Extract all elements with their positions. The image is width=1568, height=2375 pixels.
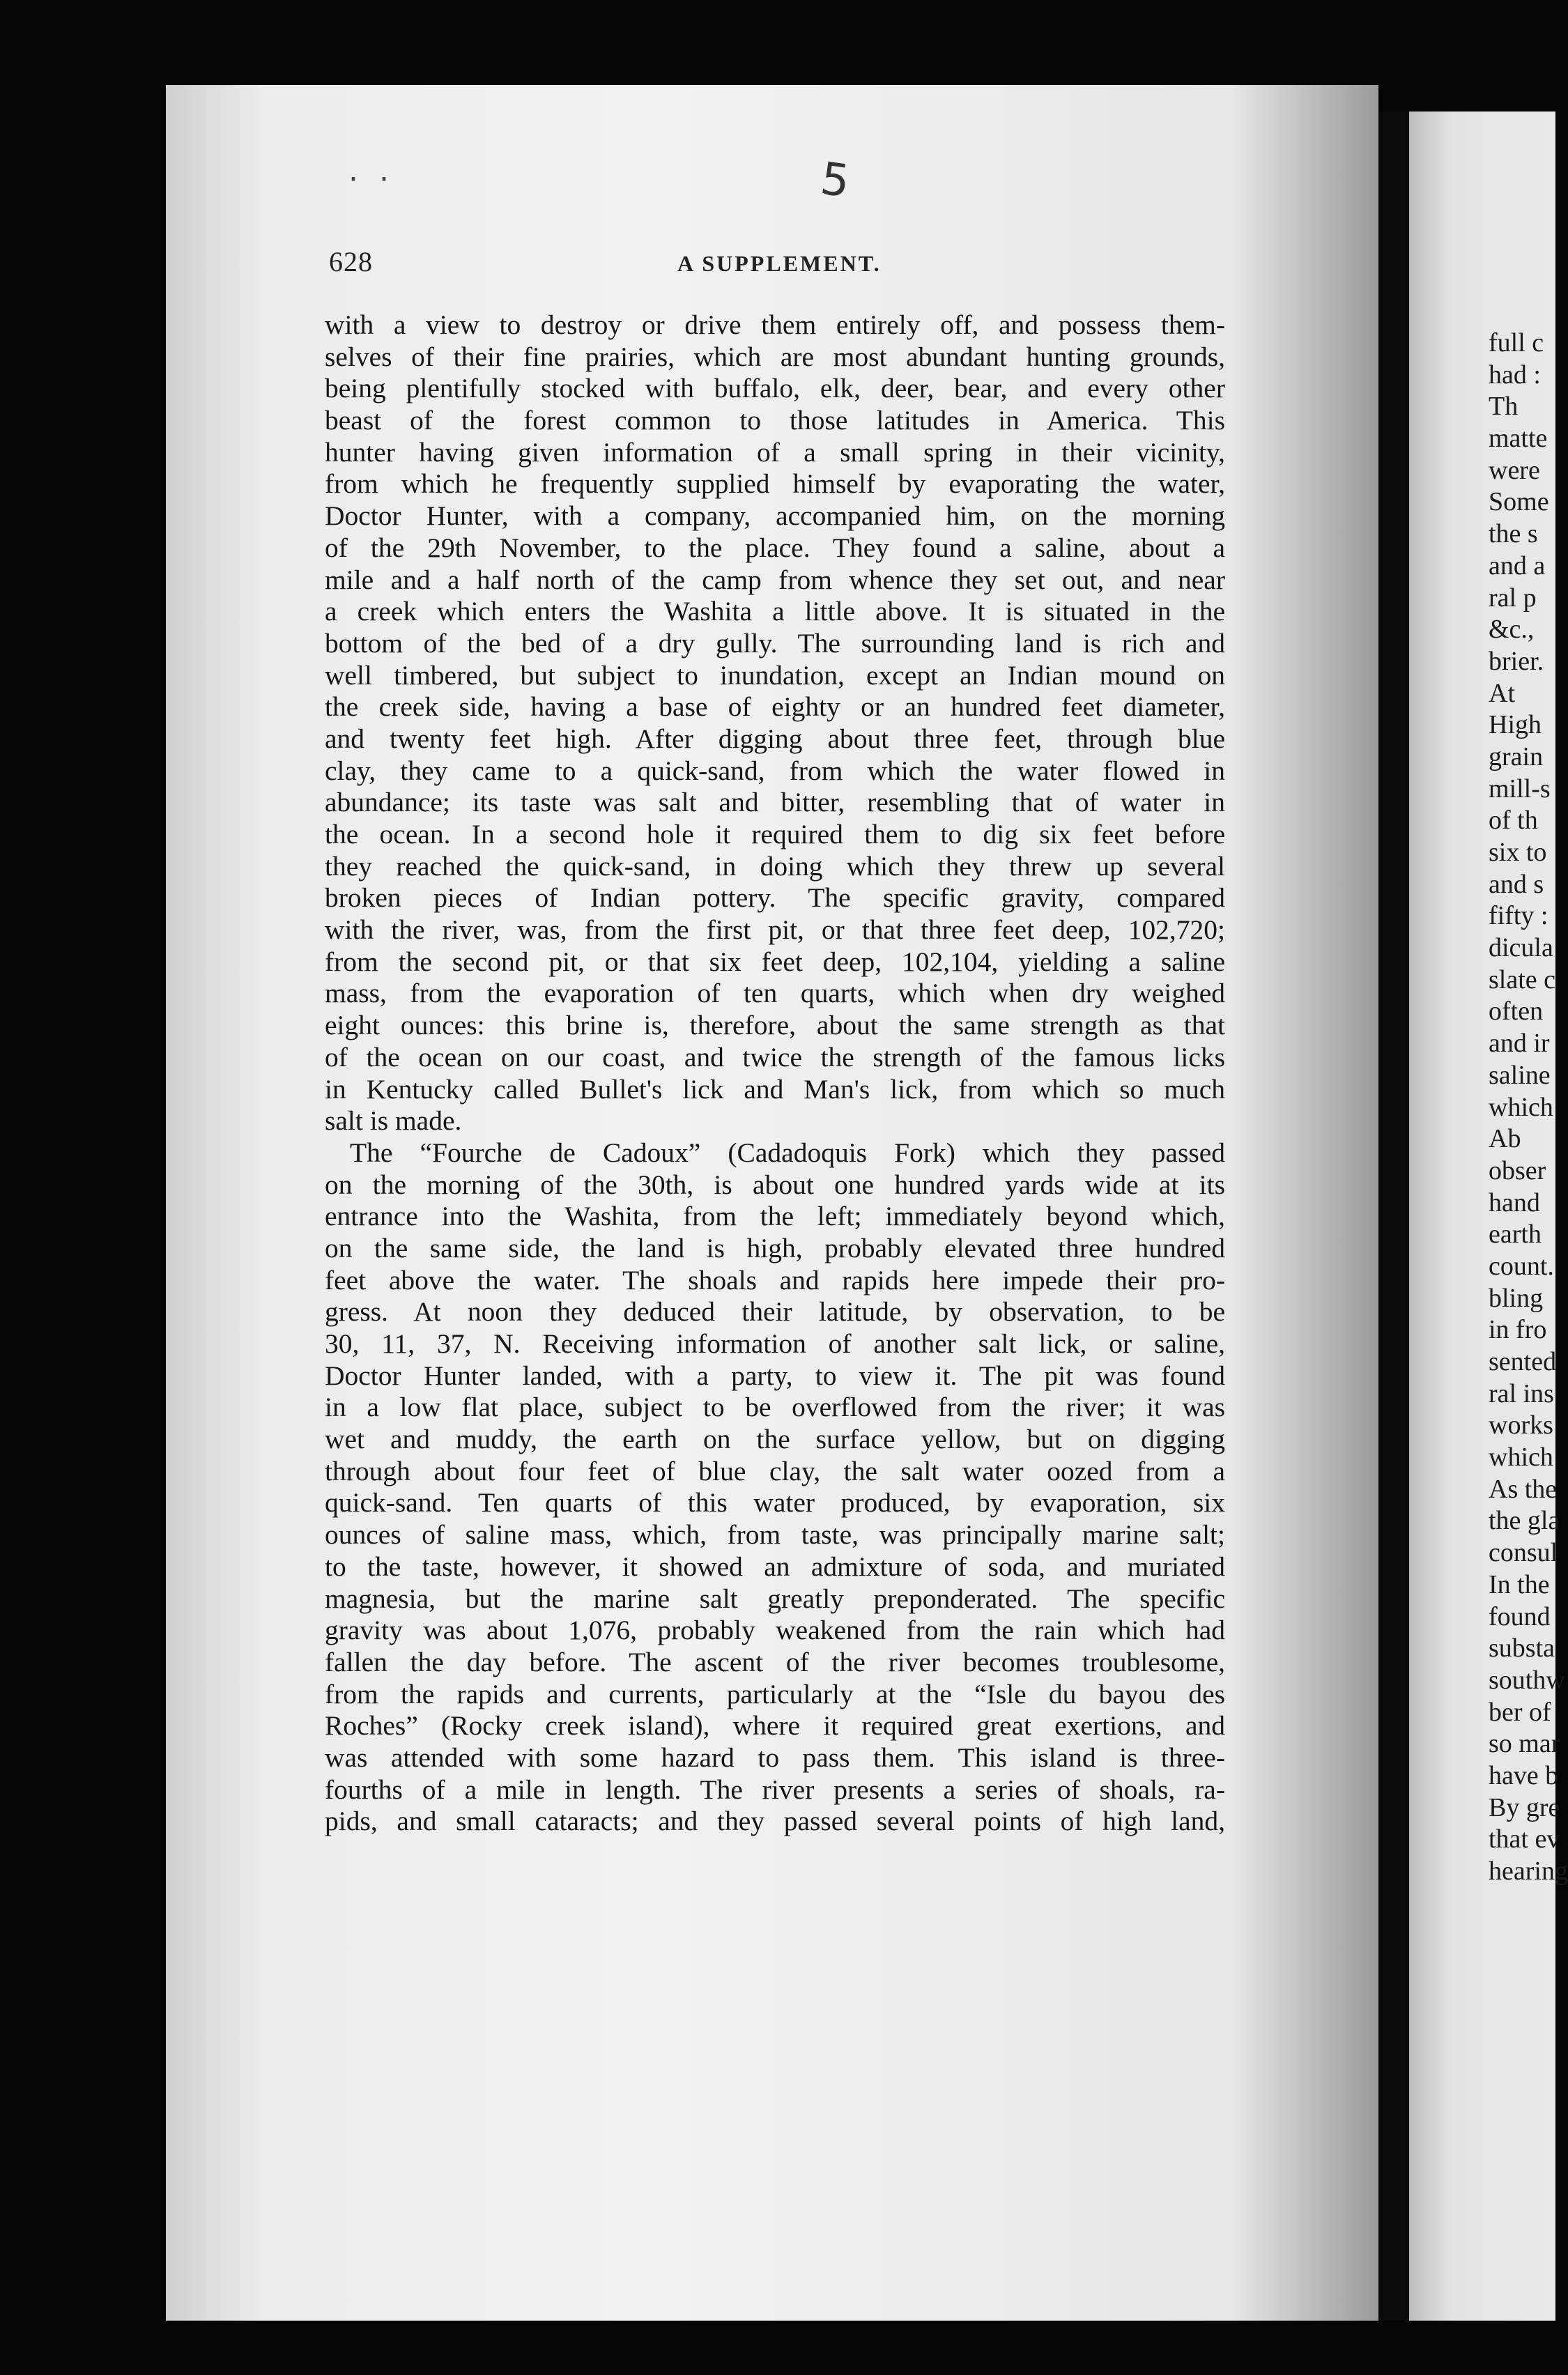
text-line: with the river, was, from the first pit, or that three feet deep, 102,720;: [325, 914, 1225, 946]
facing-page-line: slate c: [1489, 964, 1556, 994]
running-head: A SUPPLEMENT.: [677, 251, 882, 276]
facing-page-line: which: [1489, 1092, 1553, 1122]
facing-page-line: brier.: [1489, 646, 1544, 676]
text-line: was attended with some hazard to pass them. This island is three-: [325, 1742, 1225, 1773]
facing-page-line: matte: [1489, 424, 1548, 454]
facing-page-line: that ev: [1489, 1824, 1560, 1854]
facing-page-line: full c: [1489, 328, 1544, 358]
ink-specks: · ·: [348, 162, 394, 197]
text-line: The “Fourche de Cadoux” (Cadadoquis Fork) which they passed: [350, 1137, 1225, 1168]
facing-page-line: and a: [1489, 551, 1546, 581]
main-text-column: [325, 309, 1225, 1838]
text-line: hunter having given information of a small spring in their vicinity,: [325, 436, 1225, 468]
text-line: entrance into the Washita, from the left; immediately beyond which,: [325, 1201, 1225, 1232]
text-line: to the taste, however, it showed an admixture of soda, and muriated: [325, 1551, 1225, 1582]
facing-page-line: ral ins: [1489, 1378, 1554, 1408]
text-line: selves of their fine prairies, which are most abundant hunting grounds,: [325, 341, 1225, 372]
facing-page-line: ber of: [1489, 1697, 1551, 1727]
facing-page-line: and ir: [1489, 1029, 1550, 1059]
text-line: in Kentucky called Bullet's lick and Man's lick, from which so much: [325, 1073, 1225, 1105]
text-line: the ocean. In a second hole it required them to dig six feet before: [325, 819, 1225, 850]
text-line: through about four feet of blue clay, the salt water oozed from a: [325, 1455, 1225, 1486]
text-line: Doctor Hunter landed, with a party, to view it. The pit was found: [325, 1360, 1225, 1391]
text-line: magnesia, but the marine salt greatly preponderated. The specific: [325, 1583, 1225, 1614]
text-line: clay, they came to a quick-sand, from which the water flowed in: [325, 755, 1225, 786]
facing-page-line: As the: [1489, 1474, 1558, 1504]
text-line: Doctor Hunter, with a company, accompanied him, on the morning: [325, 500, 1225, 532]
facing-page-line: which: [1489, 1443, 1553, 1473]
facing-page-line: count.: [1489, 1251, 1554, 1281]
facing-page-line: ral p: [1489, 583, 1537, 613]
facing-page-line: saline: [1489, 1060, 1551, 1090]
facing-page-text: [1489, 328, 1568, 1888]
facing-page-line: of th: [1489, 806, 1538, 836]
page-number: 628: [329, 246, 373, 277]
text-line: fallen the day before. The ascent of the river becomes troublesome,: [325, 1646, 1225, 1677]
facing-page-line: grain: [1489, 741, 1544, 771]
text-line: pids, and small cataracts; and they passed several points of high land,: [325, 1806, 1225, 1837]
facing-page-line: Ab: [1489, 1124, 1521, 1154]
text-line: gravity was about 1,076, probably weakened from the rain which had: [325, 1615, 1225, 1646]
text-line: from the second pit, or that six feet deep, 102,104, yielding a saline: [325, 946, 1225, 977]
facing-page-line: the s: [1489, 519, 1538, 549]
text-line: gress. At noon they deduced their latitude, by observation, to be: [325, 1296, 1225, 1328]
facing-page-line: found: [1489, 1601, 1551, 1631]
facing-page-line: six to: [1489, 838, 1547, 867]
text-line: beast of the forest common to those latitudes in America. This: [325, 405, 1225, 436]
text-line: on the same side, the land is high, probably elevated three hundred: [325, 1232, 1225, 1263]
text-line: wet and muddy, the earth on the surface yellow, but on digging: [325, 1424, 1225, 1455]
facing-page-line: bling: [1489, 1283, 1544, 1313]
text-line: broken pieces of Indian pottery. The specific gravity, compared: [325, 882, 1225, 914]
facing-page-line: works: [1489, 1411, 1553, 1440]
facing-page-line: mill-s: [1489, 774, 1551, 804]
facing-page-line: sented: [1489, 1347, 1557, 1376]
text-line: the creek side, having a base of eighty or an hundred feet diameter,: [325, 691, 1225, 723]
facing-page-line: the gla: [1489, 1506, 1560, 1536]
facing-page-line: in fro: [1489, 1315, 1547, 1345]
facing-page-line: consul: [1489, 1538, 1558, 1568]
facing-page-line: &c.,: [1489, 615, 1535, 645]
text-line: ounces of saline mass, which, from taste, was principally marine salt;: [325, 1519, 1225, 1551]
text-line: feet above the water. The shoals and rapids here impede their pro-: [325, 1264, 1225, 1296]
text-line: and twenty feet high. After digging about three feet, through blue: [325, 723, 1225, 754]
text-line: from the rapids and currents, particularly at the “Isle du bayou des: [325, 1678, 1225, 1709]
facing-page-line: Th: [1489, 392, 1519, 422]
facing-page-line: had :: [1489, 360, 1541, 390]
scan-border: [0, 2321, 1555, 2375]
text-line: from which he frequently supplied himself by evaporating the water,: [325, 468, 1225, 500]
facing-page-line: fifty :: [1489, 901, 1548, 931]
text-line: being plentifully stocked with buffalo, elk, deer, bear, and every other: [325, 373, 1225, 404]
page-gutter: [1378, 112, 1409, 2342]
text-line: on the morning of the 30th, is about one hundred yards wide at its: [325, 1169, 1225, 1200]
text-line: quick-sand. Ten quarts of this water produced, by evaporation, six: [325, 1487, 1225, 1519]
facing-page-line: obser: [1489, 1155, 1546, 1185]
facing-page-line: were: [1489, 455, 1540, 485]
facing-page-line: substa: [1489, 1634, 1555, 1663]
pencil-mark: 5: [817, 153, 853, 208]
facing-page-line: southw: [1489, 1665, 1565, 1695]
facing-page-line: hand: [1489, 1188, 1540, 1217]
text-line: they reached the quick-sand, in doing which they threw up several: [325, 850, 1225, 882]
facing-page-line: and s: [1489, 869, 1544, 899]
text-line: salt is made.: [325, 1105, 462, 1137]
text-line: in a low flat place, subject to be overflowed from the river; it was: [325, 1392, 1225, 1423]
facing-page-line: often: [1489, 997, 1544, 1027]
facing-page-line: earth: [1489, 1220, 1542, 1250]
facing-page-line: dicula: [1489, 933, 1553, 963]
facing-page-line: In the: [1489, 1569, 1550, 1599]
text-line: with a view to destroy or drive them entirely off, and possess them-: [325, 309, 1225, 340]
facing-page-line: By gre: [1489, 1792, 1560, 1822]
text-line: eight ounces: this brine is, therefore, about the same strength as that: [325, 1010, 1225, 1041]
facing-page-line: Some: [1489, 487, 1549, 517]
text-line: mass, from the evaporation of ten quarts, which when dry weighed: [325, 978, 1225, 1009]
facing-page-line: have b: [1489, 1760, 1559, 1790]
text-line: of the 29th November, to the place. They found a saline, about a: [325, 532, 1225, 563]
facing-page-line: so mar: [1489, 1729, 1560, 1759]
text-line: Roches” (Rocky creek island), where it required great exertions, and: [325, 1710, 1225, 1742]
text-line: well timbered, but subject to inundation, except an Indian mound on: [325, 659, 1225, 691]
text-line: a creek which enters the Washita a little above. It is situated in the: [325, 596, 1225, 627]
text-line: abundance; its taste was salt and bitter, resembling that of water in: [325, 787, 1225, 818]
text-line: of the ocean on our coast, and twice the strength of the famous licks: [325, 1041, 1225, 1073]
facing-page-line: High: [1489, 710, 1542, 740]
text-line: mile and a half north of the camp from whence they set out, and near: [325, 564, 1225, 595]
text-line: bottom of the bed of a dry gully. The surrounding land is rich and: [325, 627, 1225, 659]
facing-page-line: At: [1489, 678, 1515, 708]
text-line: fourths of a mile in length. The river presents a series of shoals, ra-: [325, 1774, 1225, 1805]
facing-page-line: hearing: [1489, 1857, 1568, 1886]
text-line: 30, 11, 37, N. Receiving information of another salt lick, or saline,: [325, 1328, 1225, 1359]
